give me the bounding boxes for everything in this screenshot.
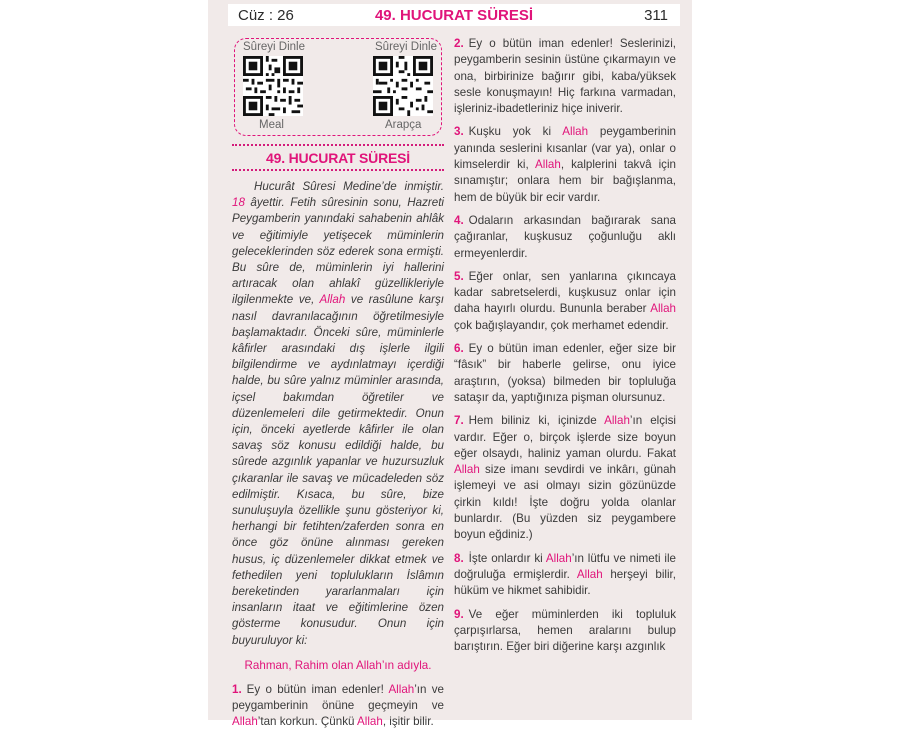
verse-text: peygamberinin yanında seslerini kısanlar (var ya), onlar o kimselerdir ki,: [454, 125, 676, 172]
verse-number: 1.: [232, 682, 242, 696]
basmala: Rahman, Rahim olan Allah’ın adıyla.: [244, 658, 432, 672]
verse-8: [454, 551, 676, 600]
verse-text: ’ın elçisi vardır. Eğer o, birçok işlerde size boyun eğer olsaydı, haliniz yaman olurdu. Fakat: [454, 414, 676, 460]
divine-name: Allah: [604, 414, 630, 428]
verse-text: size imanı sevdirdi ve inkârı, günah işlemeyi ve asi olmayı sizin gözünüzde çirkin kıldı! İşte doğru yolda olanlar bunlardır. (Bu yüzden siz peygambere boyun eğdiniz.): [454, 463, 676, 542]
verse-text: ’ın ve peygamberinin önüne geçmeyin ve: [232, 682, 445, 713]
header-title: 49. HUCURAT SÜRESİ: [374, 7, 534, 24]
sura-title: 49. HUCURAT SÜRESİ: [266, 150, 410, 166]
verse-number: 6.: [454, 342, 464, 356]
verse-number: 4.: [454, 213, 464, 227]
verse-number: 2.: [454, 37, 464, 50]
divine-name: Allah: [319, 293, 346, 307]
intro-text: Hucurât Sûresi Medine’de inmiştir.: [254, 180, 444, 193]
verse-text: ’ın lütfu ve nimeti ile doğruluğa ermişlerdir.: [454, 551, 676, 581]
divider: [232, 169, 444, 171]
verse-number: 7.: [454, 414, 464, 428]
right-column: [454, 36, 676, 662]
qr-label-meal: Meal: [259, 119, 284, 131]
verse-6: [454, 341, 676, 406]
intro-text: ve rasûlune karşı nasıl davranılacağının öğretilmesiyle başlamaktadır. Önceki sûre, müminlerle kâfirler arasındaki dış işlerle ilgili bilgilendirme ve aydınlatmayı içerdiği halde, bu sûre yalnız müminler arasında, içsel bakımdan öğretiler ve düzenlemeleri dile getirmektedir. Onun için, önceki ayetlerde kâfirler ile olan savaş söz konusu edildiği halde, bu sûrede azgınlık yapanlar ve huzursuzluk çıkaranlar ile savaş ve mücadeleden söz edilmiştir. Kısaca, bu sûre, bize sunuluşuyla özellikle şunu gösteriyor ki, herhangi bir fetihten/zaferden sonra en önce göz önüne alınması gereken husus, iç düzenlemeler dikkat etmek ve fethedilen yeni toplulukların İslâmın bereketinden yararlanmaları için insanların itaat ve eğitimlerine özen gösterme konusudur. Onun için buyuruluyor ki:: [232, 293, 444, 647]
verse-7: [454, 413, 676, 543]
divine-name: Allah: [454, 463, 480, 477]
divine-name: Allah: [388, 682, 415, 696]
verse-1: [232, 682, 444, 731]
sura-introduction: [232, 179, 444, 649]
qr-label-arabic: Arapça: [385, 119, 422, 131]
divine-name: Allah: [650, 302, 676, 316]
verse-text: herşeyi bilir, hüküm ve hikmet sahibidir.: [454, 567, 676, 598]
verse-5: [454, 269, 676, 334]
divine-name: Allah: [576, 567, 603, 581]
qr-code-box: [234, 38, 442, 136]
verse-text: Kuşku yok ki: [468, 125, 563, 139]
divider: [232, 144, 444, 146]
page-number: 311: [644, 7, 668, 24]
verse-4: [454, 213, 676, 262]
verse-text: ’tan korkun. Çünkü: [257, 715, 358, 729]
verse-text: İşte onlardır ki: [468, 551, 546, 565]
verse-text: Ey o bütün iman edenler! Seslerinizi, peygamberin sesinin üstüne çıkarmayın ve ona, birbirinize bağırır gibi, kaba/yüksek sesle konuşmayın! Hiç farkına varmadan, işleriniz-ibadetleriniz hiçe iniverir.: [454, 37, 676, 116]
left-column: [232, 144, 444, 738]
verse-number: 9.: [454, 607, 464, 621]
divine-name: Allah: [232, 715, 258, 729]
verse-9: [454, 607, 676, 656]
verse-2: [454, 36, 676, 117]
verse-text: , kalplerini takvâ için sınamıştır; onlara hem bir bağışlanma, hem de büyük bir ecir vardır.: [454, 158, 676, 204]
book-page: [208, 0, 692, 729]
verse-text: Ve eğer müminlerden iki topluluk çarpışırlarsa, hemen aralarını bulup barıştırın. Eğer biri diğerine karşı azgınlık: [454, 607, 676, 654]
verse-text: Ey o bütün iman edenler, eğer size bir “fâsık” bir haberle gelirse, onu iyice araştırın, (yoksa) bilmeden bir topluluğa sataşır da, yaptığınıza pişman olursunuz.: [454, 342, 676, 404]
divine-name: Allah: [545, 551, 572, 565]
verse-text: Hem biliniz ki, içinizde: [468, 414, 605, 428]
verse-text: Odaların arkasından bağırarak sana çağıranlar, kuşkusuz çoğunluğu aklı ermeyenlerdir.: [454, 213, 676, 260]
verse-text: çok bağışlayandır, çok merhamet edendir.: [454, 318, 669, 332]
divine-name: Allah: [357, 715, 383, 729]
divine-name: Allah: [535, 158, 561, 172]
juz-label: Cüz : 26: [238, 7, 294, 24]
listen-label-meal: Sûreyi Dinle: [243, 41, 305, 53]
verse-3: [454, 124, 676, 205]
intro-text: âyettir. Fetih sûresinin sonu, Hazreti Peygamberin yanındaki sahabenin ahlâk ve eğitimiyle yetişecek müminlerin geleceklerinden söz ederek sona ermişti. Bu sûre de, müminlerin iyi hallerini artıracak olan ahlakî güzellikleriyle ilgilenmekte ve,: [232, 196, 444, 307]
listen-label-arabic: Sûreyi Dinle: [375, 41, 437, 53]
verse-number: 8.: [454, 551, 464, 565]
qr-code-meal-icon[interactable]: [243, 56, 303, 116]
qr-code-arabic-icon[interactable]: [373, 56, 433, 116]
verse-number: 5.: [454, 269, 464, 283]
verse-text: Ey o bütün iman edenler!: [246, 682, 389, 696]
verse-text: Eğer onlar, sen yanlarına çıkıncaya kadar sabretselerdi, kuşkusuz onlar için daha hayırlı olurdu. Bununla beraber: [454, 269, 676, 316]
ayah-count: 18: [232, 196, 245, 210]
divine-name: Allah: [562, 125, 589, 139]
verse-number: 3.: [454, 125, 464, 139]
page-header: [228, 4, 680, 26]
verse-text: , işitir bilir.: [382, 715, 434, 729]
